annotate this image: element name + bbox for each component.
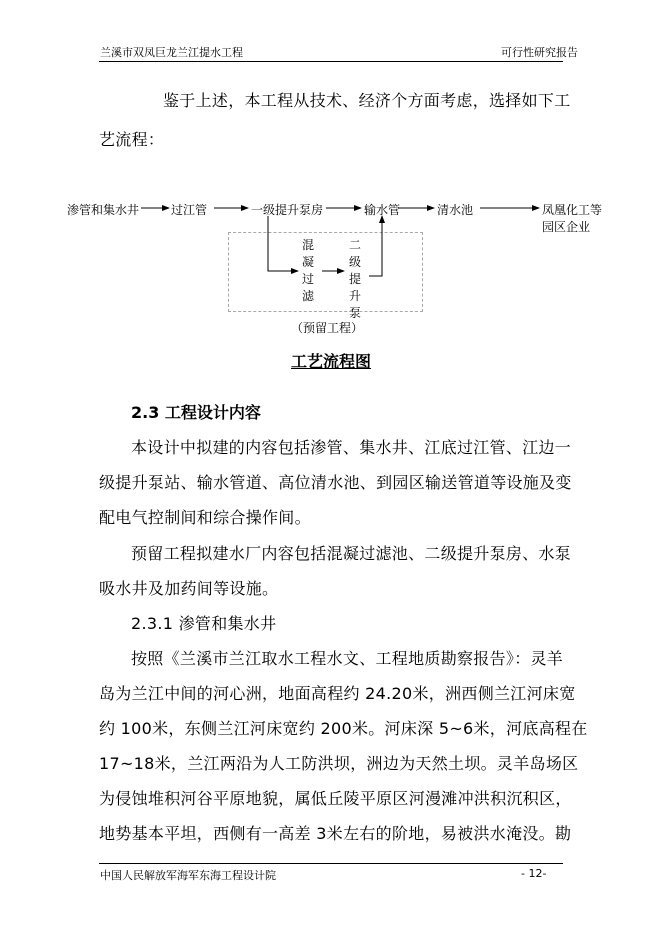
flow-node-pump-1: 一级提升泵房 [251, 203, 324, 217]
arrow-return [369, 216, 382, 276]
flow-node-transmission: 输水管 [364, 203, 401, 217]
para-2-line-2: 吸水井及加药间等设施。 [99, 579, 279, 598]
reserved-label: （预留工程） [291, 321, 364, 335]
intro-line-1: 鉴于上述，本工程从技术、经济个方面考虑，选择如下工 [163, 91, 571, 110]
para-2-line-1: 预留工程拟建水厂内容包括混凝过滤池、二级提升泵房、水泵 [131, 544, 572, 563]
intro-line-2: 艺流程： [99, 130, 165, 149]
footer-rule [99, 863, 563, 864]
arrow-down-branch [268, 216, 298, 271]
section-2-3-heading: 2.3 工程设计内容 [131, 403, 261, 422]
flow-node-pump-2: 二级提升泵 [348, 238, 361, 320]
para-3-line-6: 地势基本平坦，西侧有一高差 3米左右的阶地，易被洪水淹没。勘 [99, 824, 572, 843]
flow-node-filtration: 混凝过滤 [301, 238, 314, 303]
para-1-line-1: 本设计中拟建的内容包括渗管、集水井、江底过江管、江边一 [131, 438, 572, 457]
para-1-line-2: 级提升泵站、输水管道、高位清水池、到园区输送管道等设施及变 [99, 473, 572, 492]
flow-node-enterprise-line-1: 凤凰化工等 [542, 203, 603, 217]
para-3-line-4: 17~18米，兰江两沿为人工防洪坝，洲边为天然土坝。灵羊岛场区 [99, 754, 579, 773]
header-right: 可行性研究报告 [501, 46, 578, 59]
section-2-3-1-heading: 2.3.1 渗管和集水井 [131, 614, 277, 633]
para-1-line-3: 配电气控制间和综合操作间。 [99, 508, 311, 527]
flow-node-river-pipe: 过江管 [171, 203, 208, 217]
para-3-line-1: 按照《兰溪市兰江取水工程水文、工程地质勘察报告》：灵羊 [131, 649, 564, 668]
para-3-line-5: 为侵蚀堆积河谷平原地貌，属低丘陵平原区河漫滩冲洪积沉积区， [99, 789, 572, 808]
figure-title: 工艺流程图 [291, 352, 372, 371]
flow-node-enterprise-line-2: 园区企业 [542, 220, 591, 234]
header-left: 兰溪市双凤巨龙兰江提水工程 [100, 46, 243, 59]
page-number: - 12- [521, 867, 547, 880]
flow-node-seepage-pipe: 渗管和集水井 [67, 203, 140, 217]
para-3-line-3: 约 100米，东侧兰江河床宽约 200米。河床深 5~6米，河底高程在 [99, 719, 588, 738]
para-3-line-2: 岛为兰江中间的河心洲，地面高程约 24.20米，洲西侧兰江河床宽 [99, 684, 576, 703]
flow-arrows [0, 0, 662, 340]
flow-node-clear-tank: 清水池 [437, 203, 474, 217]
footer-left: 中国人民解放军海军东海工程设计院 [100, 869, 276, 882]
